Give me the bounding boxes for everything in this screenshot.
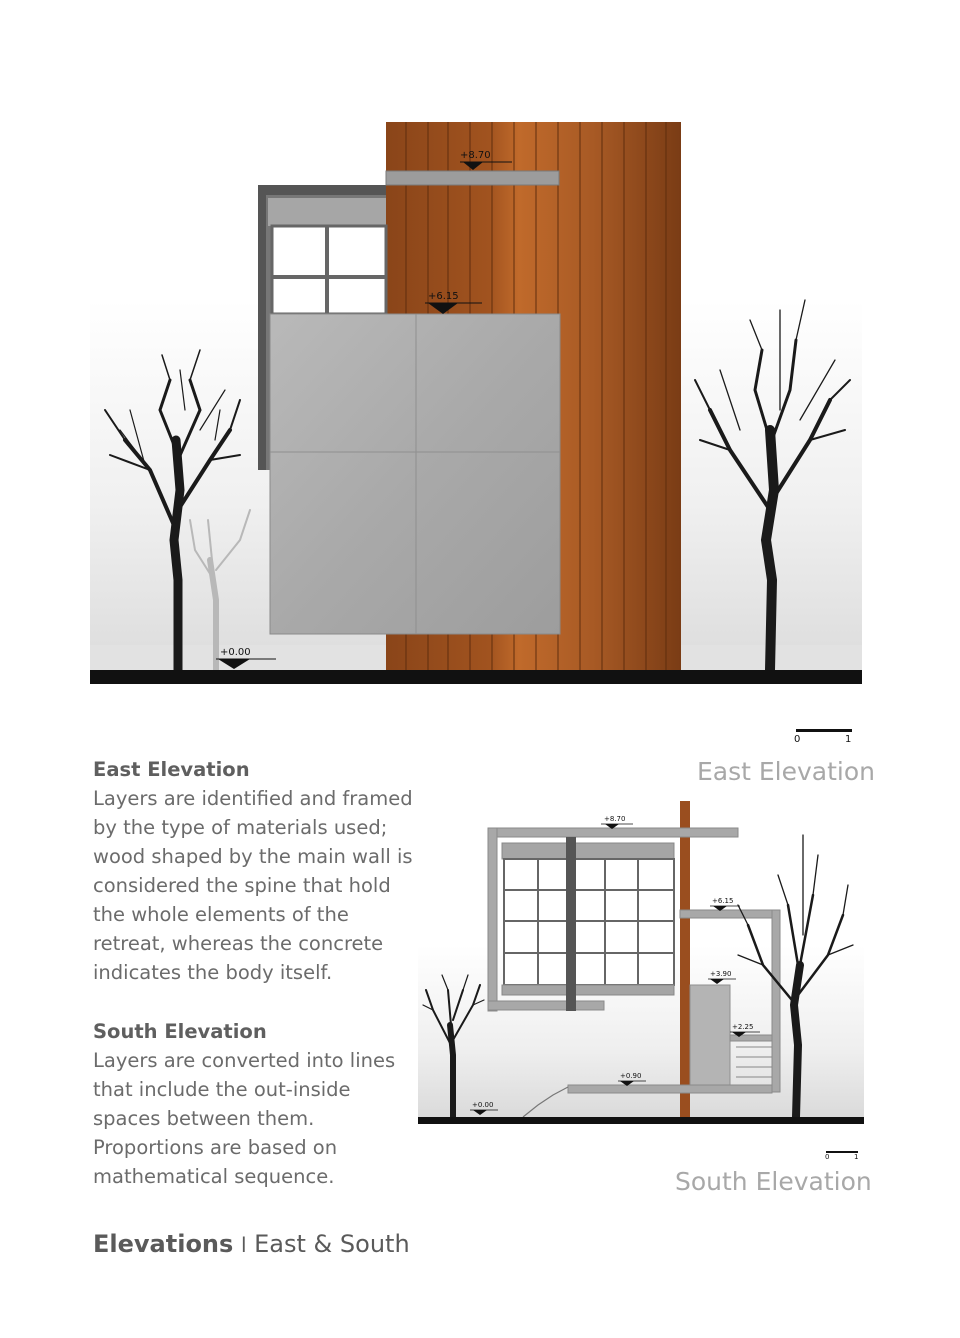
east-description-heading: East Elevation: [93, 758, 250, 781]
east-scale-start: 0: [794, 734, 801, 745]
ground-line: [90, 670, 862, 684]
south-level-870: [601, 815, 633, 829]
east-level-ground: +0.00: [220, 647, 251, 658]
south-description-body: Layers are converted into lines that include the out-inside spaces between them. Proportions are based on mathematical sequence.: [93, 1049, 396, 1188]
svg-text:+0.00: +0.00: [472, 1101, 494, 1109]
south-scale-start: 0: [825, 1153, 830, 1161]
top-slab: [386, 171, 559, 185]
south-floor-slab: [568, 1085, 772, 1093]
south-wood-column: [680, 801, 690, 1117]
south-dark-mullion: [566, 837, 576, 1011]
south-scale-end: 1: [854, 1153, 859, 1161]
concrete-body: [270, 314, 560, 634]
east-description: [93, 755, 423, 987]
east-description-body: Layers are identified and framed by the type of materials used; wood shaped by the main wall is considered the spine that hold the whole elements of the retreat, whereas the concrete indicates the body itself.: [93, 787, 413, 984]
east-elevation-caption: East Elevation: [697, 757, 876, 786]
svg-text:+8.70: +8.70: [604, 815, 626, 823]
svg-text:+2.25: +2.25: [732, 1023, 754, 1031]
page-title-separator: l: [240, 1233, 247, 1257]
east-level-mid: +6.15: [428, 291, 459, 302]
svg-text:+0.90: +0.90: [620, 1072, 642, 1080]
south-scale-bar: [826, 1151, 862, 1165]
south-description-heading: South Elevation: [93, 1020, 267, 1043]
south-concrete-block: [690, 985, 730, 1085]
east-scale-bar: [796, 729, 856, 749]
svg-text:+6.15: +6.15: [712, 897, 734, 905]
page-title: [93, 1230, 410, 1258]
south-elevation-caption: South Elevation: [675, 1167, 872, 1196]
east-elevation-drawing: [90, 110, 862, 686]
south-elevation-drawing: [418, 795, 864, 1130]
east-level-top: +8.70: [460, 150, 491, 161]
south-ground-line: [418, 1117, 864, 1124]
south-description: [93, 1017, 423, 1191]
svg-text:+3.90: +3.90: [710, 970, 732, 978]
east-scale-end: 1: [845, 734, 852, 745]
south-level-615: [710, 897, 740, 911]
concrete-band: [268, 198, 386, 226]
page-title-bold: Elevations: [93, 1230, 234, 1258]
south-top-slab: [488, 828, 738, 837]
page-title-rest: East & South: [254, 1230, 410, 1258]
